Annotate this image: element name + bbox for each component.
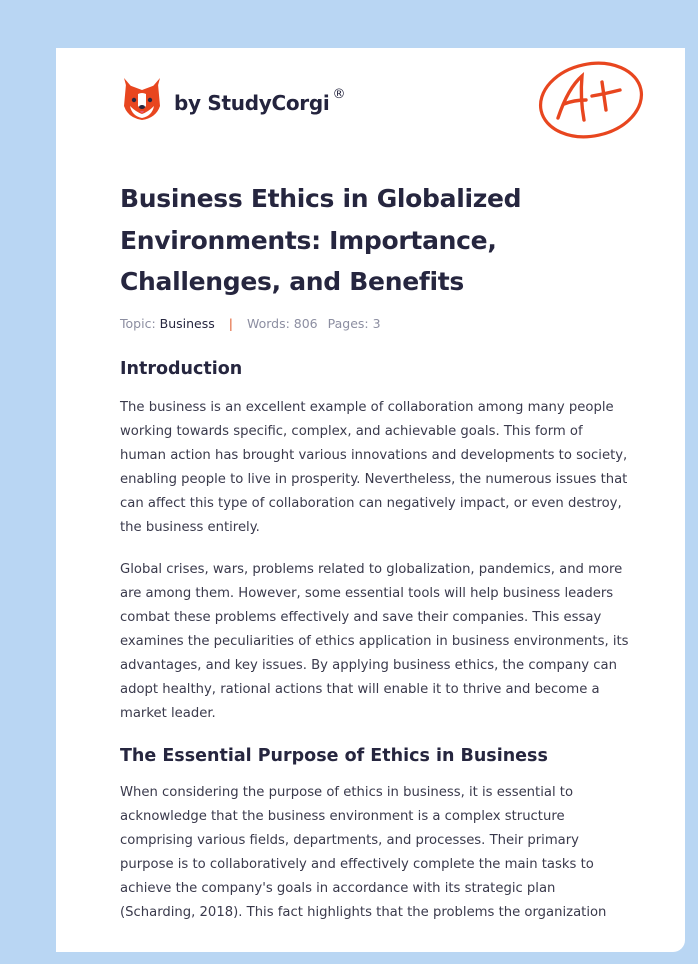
corgi-icon bbox=[122, 76, 162, 122]
studycorgi-logo[interactable] bbox=[122, 76, 345, 122]
page-count: Pages: 3 bbox=[327, 315, 381, 331]
page-title: Business Ethics in Globalized Environments: Importance, Challenges, and Benefits bbox=[120, 184, 522, 296]
topic-link[interactable]: Business bbox=[159, 315, 215, 331]
grade-a-plus-icon bbox=[536, 58, 648, 142]
article bbox=[120, 178, 632, 925]
topic-label: Topic: bbox=[120, 315, 156, 331]
section-heading-purpose: The Essential Purpose of Ethics in Business bbox=[120, 745, 548, 766]
word-count: Words: 806 bbox=[246, 315, 318, 331]
document-page bbox=[56, 48, 685, 952]
brand-name: by StudyCorgi ® bbox=[174, 87, 346, 115]
paragraph: Global crises, wars, problems related to globalization, pandemics, and more are among them. However, some essential tools will help business leaders combat these problems effectively and save their companies. This essay examines the peculiarities of ethics application in business environments, its advantages, and key issues. By applying business ethics, the company can adopt healthy, rational actions that will enable it to thrive and become a market leader. bbox=[120, 561, 629, 721]
article-meta bbox=[120, 316, 632, 331]
paragraph: The business is an excellent example of collaboration among many people working towards specific, complex, and achievable goals. This form of human action has brought various innovations and developments to society, enabling people to live in prosperity. Nevertheless, the numerous issues that can affect this type of collaboration can negatively impact, or even destroy, the business entirely. bbox=[120, 399, 628, 535]
paragraph: When considering the purpose of ethics in business, it is essential to acknowledge that the business environment is a complex structure comprising various fields, departments, and processes. Their primary purpose is to collaboratively and effectively complete the main tasks to achieve the company's goals in accordance with its strategic plan (Scharding, 2018). This fact highlights that the problems the organization bbox=[120, 784, 607, 920]
section-heading-introduction: Introduction bbox=[120, 358, 243, 379]
meta-separator: | bbox=[228, 315, 233, 331]
